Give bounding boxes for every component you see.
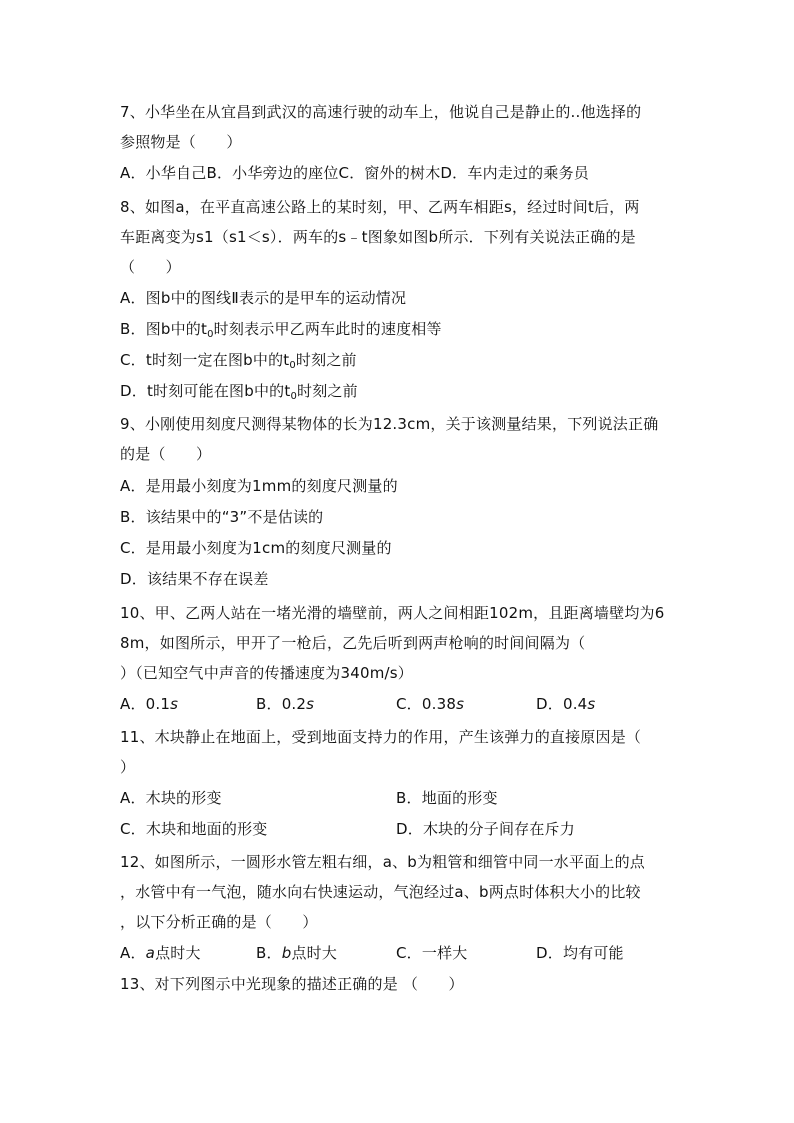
q9-option-d: D．该结果不存在误差 — [120, 570, 269, 588]
q9-stem-line2: 的是（ ） — [120, 445, 212, 463]
q12-stem-line1: 12、如图所示，一圆形水管左粗右细，a、b为粗管和细管中同一水平面上的点 — [120, 853, 646, 871]
q11-option-a: A．木块的形变 — [120, 789, 222, 807]
q8-option-a: A．图b中的图线Ⅱ表示的是甲车的运动情况 — [120, 289, 407, 307]
q8-option-c: C．t时刻一定在图b中的$t_0$时刻之前 — [120, 351, 357, 371]
q10-option-d: D．0.4s — [536, 695, 596, 713]
q8-stem-line1: 8、如图a，在平直高速公路上的某时刻，甲、乙两车相距s，经过时间t后，两 — [120, 198, 640, 216]
q10-option-a: A．0.1s — [120, 695, 179, 713]
q12-option-a: A．a点时大 — [120, 944, 201, 962]
q12-option-d: D．均有可能 — [536, 944, 624, 962]
q10-option-b: B．0.2s — [256, 695, 315, 713]
q11-option-b: B．地面的形变 — [396, 789, 498, 807]
q8-stem-line3: （ ） — [120, 258, 181, 276]
q9-stem-line1: 9、小刚使用刻度尺测得某物体的长为12.3cm，关于该测量结果，下列说法正确 — [120, 415, 659, 433]
q11-stem-line2: ） — [120, 758, 136, 776]
q9-option-c: C．是用最小刻度为1cm的刻度尺测量的 — [120, 539, 392, 557]
q9-option-b: B．该结果中的“3”不是估读的 — [120, 508, 324, 526]
q8-option-b: B．图b中的$t_0$时刻表示甲乙两车此时的速度相等 — [120, 320, 442, 340]
q9-option-a: A．是用最小刻度为1mm的刻度尺测量的 — [120, 477, 398, 495]
q10-stem-line3: ）（已知空气中声音的传播速度为340m/s） — [120, 664, 414, 682]
q12-option-b: B．b点时大 — [256, 944, 338, 962]
q7-stem-line1: 7、小华坐在从宜昌到武汉的高速行驶的动车上，他说自己是静止的..他选择的 — [120, 103, 642, 121]
q8-stem-line2: 车距离变为s1（s1＜s）．两车的s﹣t图象如图b所示．下列有关说法正确的是 — [120, 228, 636, 246]
q12-option-c: C．一样大 — [396, 944, 468, 962]
q12-stem-line2: ，水管中有一气泡，随水向右快速运动，气泡经过a、b两点时体积大小的比较 — [120, 883, 641, 901]
q10-option-c: C．0.38s — [396, 695, 465, 713]
q8-option-d: D．t时刻可能在图b中的$t_0$时刻之前 — [120, 382, 358, 402]
q7-stem-line2: 参照物是（ ） — [120, 133, 242, 151]
q11-option-c: C．木块和地面的形变 — [120, 820, 268, 838]
q12-stem-line3: ，以下分析正确的是（ ） — [120, 913, 318, 931]
q11-stem-line1: 11、木块静止在地面上，受到地面支持力的作用，产生该弹力的直接原因是（ — [120, 728, 642, 746]
q10-stem-line1: 10、甲、乙两人站在一堵光滑的墙壁前，两人之间相距102m，且距离墙壁均为6 — [120, 604, 665, 622]
q11-option-d: D．木块的分子间存在斥力 — [396, 820, 575, 838]
q7-options: A．小华自己B．小华旁边的座位C．窗外的树木D．车内走过的乘务员 — [120, 164, 589, 182]
q10-stem-line2: 8m，如图所示，甲开了一枪后，乙先后听到两声枪响的时间间隔为（ — [120, 634, 586, 652]
q13-stem-line1: 13、对下列图示中光现象的描述正确的是 （ ） — [120, 975, 464, 993]
